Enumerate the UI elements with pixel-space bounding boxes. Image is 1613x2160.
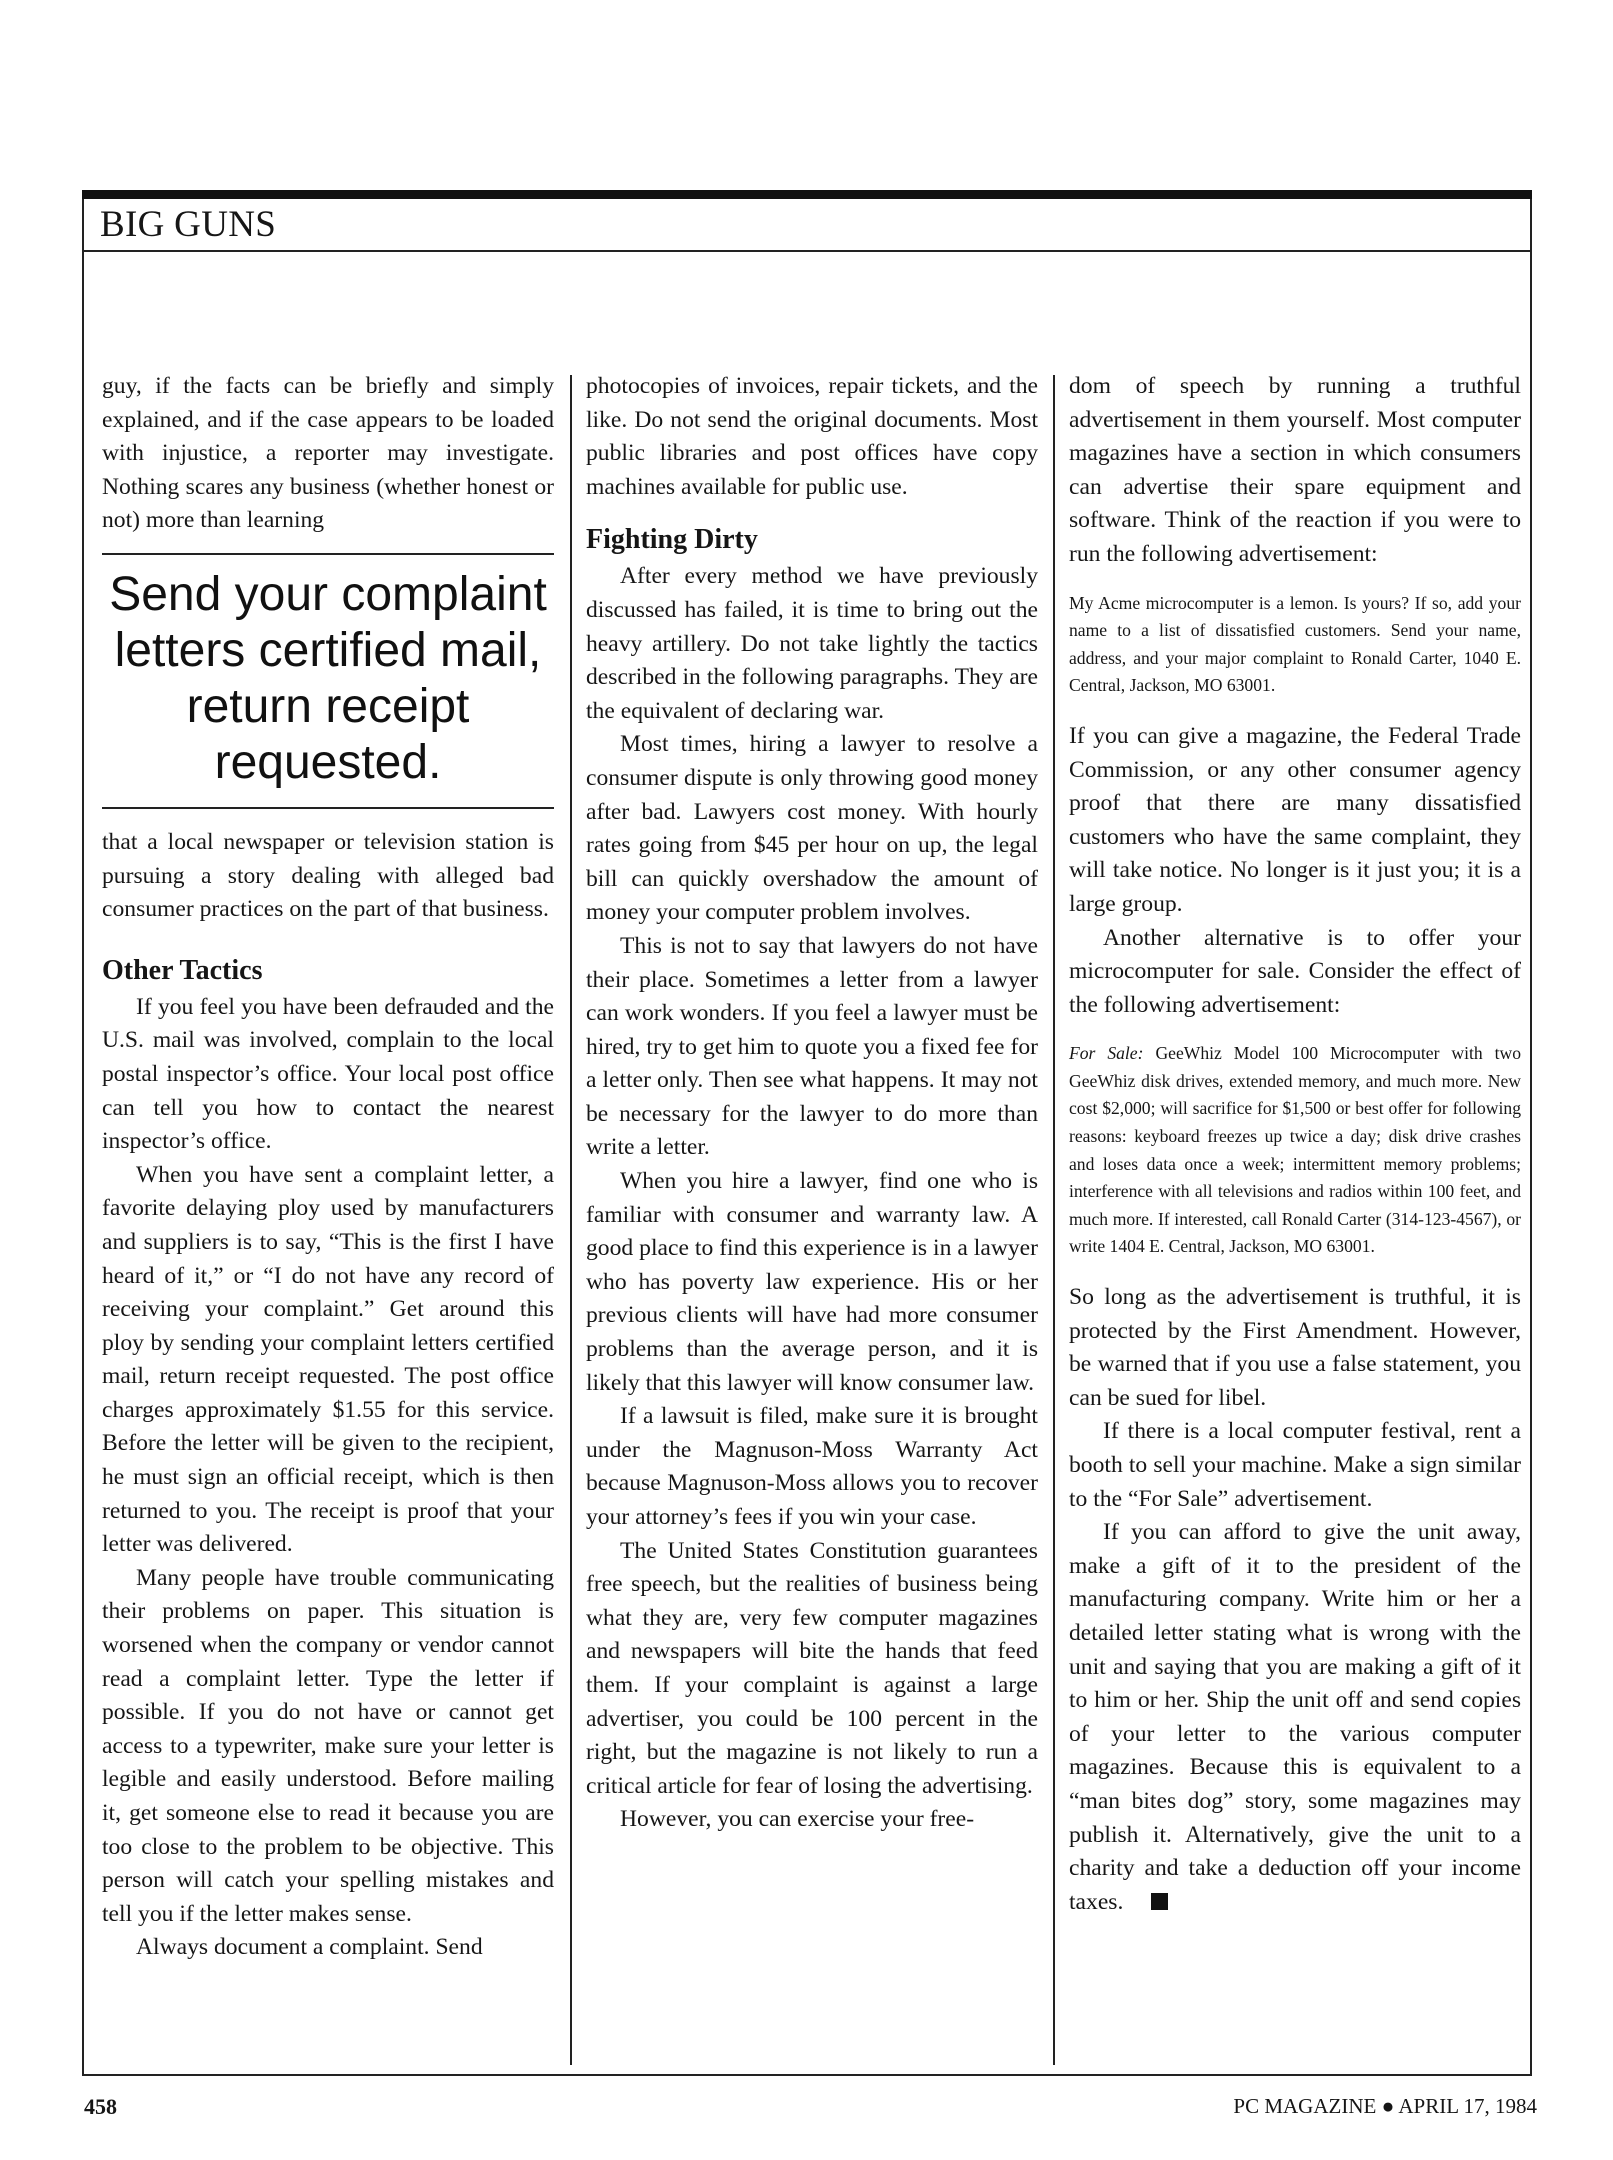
column-3 [1069, 370, 1521, 1919]
header-bar [82, 190, 1532, 199]
paragraph: that a local newspaper or television station is pursuing a story dealing with alleged bad consumer practices on the part of that business. [102, 828, 554, 923]
column-1 [102, 370, 554, 1965]
paragraph: If you feel you have been defrauded and the U.S. mail was involved, complain to the local postal inspector’s office. Your local post office can tell you how to contact the nearest inspector’s office. [102, 993, 554, 1155]
subheading-other-tactics: Other Tactics [102, 954, 263, 986]
paragraph: If there is a local computer festival, rent a booth to sell your machine. Make a sign similar to the “For Sale” advertisement. [1069, 1418, 1521, 1512]
paragraph: When you hire a lawyer, find one who is familiar with consumer and warranty law. A good place to find this experience is in a lawyer who has poverty law experience. His or her previous clients will have had more consumer problems than the average person, and it is likely that this lawyer will know consumer law. [586, 1168, 1038, 1396]
ad-lead: For Sale: [1069, 1043, 1144, 1064]
page-number: 458 [84, 2094, 117, 2119]
pull-quote: Send your complaint letters certified mail, return receipt requested. [102, 553, 554, 809]
paragraph: Always document a complaint. Send [136, 1934, 483, 1961]
header-rule [82, 250, 1532, 252]
column-2 [586, 370, 1038, 1837]
column-rule-1 [570, 375, 572, 2065]
paragraph: photocopies of invoices, repair tickets, and the like. Do not send the original documents. Most public libraries and post offices have copy machines available for public use. [586, 373, 1038, 500]
section-title: BIG GUNS [100, 204, 277, 245]
paragraph-text: If you can afford to give the unit away, make a gift of it to the president of the manufacturing company. Write him or her a detailed letter stating what is wrong with the unit and saying that you are making a gift of it to him or her. Ship the unit off and send copies of your letter to the various computer magazines. Because this is equivalent to a “man bites dog” story, some magazines may publish it. Alternatively, give the unit to a charity and take a deduction off your income taxes. [1069, 1519, 1521, 1915]
paragraph: If a lawsuit is filed, make sure it is brought under the Magnuson-Moss Warranty Act because Magnuson-Moss allows you to recover your attorney’s fees if you win your case. [586, 1403, 1038, 1530]
paragraph: Most times, hiring a lawyer to resolve a consumer dispute is only throwing good money after bad. Lawyers cost money. With hourly rates going from $45 per hour on up, the legal bill can quickly overshadow the amount of money your computer problem involves. [586, 731, 1038, 926]
sample-advertisement: My Acme microcomputer is a lemon. Is yours? If so, add your name to a list of dissatisfied customers. Send your name, address, and your major complaint to Ronald Carter, 1040 E. Central, Jackson, MO 63001. [1069, 592, 1521, 696]
publication-line: PC MAGAZINE ● APRIL 17, 1984 [1233, 2094, 1537, 2118]
subheading-fighting-dirty: Fighting Dirty [586, 524, 758, 556]
paragraph: If you can give a magazine, the Federal Trade Commission, or any other consumer agency proof that there are many dissatisfied customers who have the same complaint, they will take notice. No longer is it just you; it is a large group. [1069, 722, 1521, 917]
paragraph: However, you can exercise your free- [620, 1806, 975, 1833]
paragraph: Another alternative is to offer your microcomputer for sale. Consider the effect of the following advertisement: [1069, 924, 1521, 1018]
paragraph: dom of speech by running a truthful advertisement in them yourself. Most computer magazines have a section in which consumers can advertise their spare equipment and software. Think of the reaction if you were to run the following advertisement: [1069, 373, 1521, 567]
paragraph: So long as the advertisement is truthful, it is protected by the First Amendment. However, be warned that if you use a false statement, you can be sued for libel. [1069, 1284, 1521, 1411]
paragraph: The United States Constitution guarantees free speech, but the realities of business being what they are, very few computer magazines and newspapers will bite the hands that feed them. If your complaint is against a large advertiser, you could be 100 percent in the right, but the magazine is not likely to run a critical article for fear of losing the advertising. [586, 1537, 1038, 1799]
paragraph: This is not to say that lawyers do not have their place. Sometimes a letter from a lawyer can work wonders. If you feel a lawyer must be hired, try to get him to quote you a fixed fee for a letter only. Then see what happens. It may not be necessary for the lawyer to do more than write a letter. [586, 932, 1038, 1161]
paragraph: When you have sent a complaint letter, a favorite delaying ploy used by manufacturers and suppliers is to say, “This is the first I have heard of it,” or “I do not have any record of receiving your complaint.” Get around this ploy by sending your complaint letters certified mail, return receipt requested. The post office charges approximately $1.55 for this service. Before the letter will be given to the recipient, he must sign an official receipt, which is then returned to you. The receipt is proof that your letter was delivered. [102, 1161, 554, 1558]
for-sale-advertisement [1069, 1040, 1521, 1261]
column-rule-2 [1053, 375, 1055, 2065]
paragraph: After every method we have previously discussed has failed, it is time to bring out the heavy artillery. Do not take lightly the tactics described in the following paragraphs. They are the equivalent of declaring war. [586, 563, 1038, 724]
ad-body: GeeWhiz Model 100 Microcomputer with two GeeWhiz disk drives, extended memory, and much more. New cost $2,000; will sacrifice for $1,500 or best offer for following reasons: keyboard freezes up twice a day; disk drive crashes and loses data once a week; intermittent memory problems; interference with all televisions and radios within 100 feet, and much more. If interested, call Ronald Carter (314-123-4567), or write 1404 E. Central, Jackson, MO 63001. [1069, 1043, 1521, 1257]
end-mark [1151, 1893, 1168, 1910]
paragraph: guy, if the facts can be briefly and simply explained, and if the case appears to be loaded with injustice, a reporter may investigate. Nothing scares any business (whether honest or not) more than learning [102, 373, 554, 534]
paragraph [1069, 1516, 1521, 1919]
paragraph: Many people have trouble communicating their problems on paper. This situation is worsened when the company or vendor cannot read a complaint letter. Type the letter if possible. If you do not have or cannot get access to a typewriter, make sure your letter is legible and easily understood. Before mailing it, get someone else to read it because you are too close to the problem to be objective. This person will catch your spelling mistakes and tell you if the letter makes sense. [102, 1564, 554, 1927]
